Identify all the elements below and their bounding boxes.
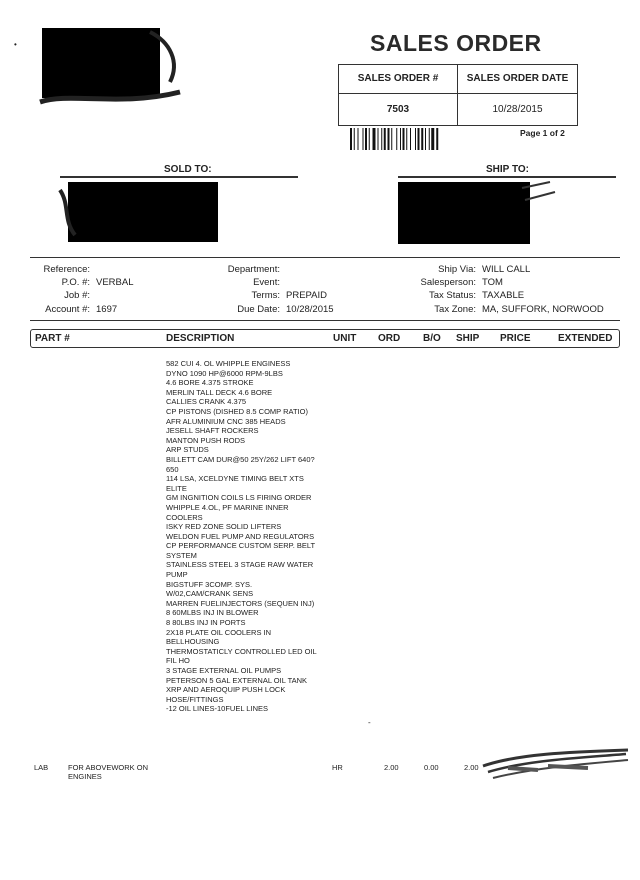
account-label: Account #: <box>45 304 90 315</box>
col-description: DESCRIPTION <box>166 333 235 344</box>
description-line: -12 OIL LINES-10FUEL LINES <box>166 704 268 714</box>
labor-bo: 0.00 <box>424 763 439 772</box>
info-bottom-rule <box>30 320 620 321</box>
description-line: 8 60MLBS INJ IN BLOWER <box>166 608 259 618</box>
terms-value: PREPAID <box>286 290 328 301</box>
col-ord: ORD <box>378 333 401 344</box>
description-line: BILLETT CAM DUR@50 25Y/262 LIFT 640? <box>166 454 315 464</box>
info-top-rule <box>30 257 620 258</box>
ship-to-rule <box>398 176 616 178</box>
barcode-bar <box>400 128 401 150</box>
barcode-bar <box>381 128 382 150</box>
salesperson-label: Salesperson: <box>420 277 476 288</box>
account-value: 1697 <box>96 304 118 315</box>
description-line: PUMP <box>166 570 188 580</box>
reference-label: Reference: <box>43 264 90 275</box>
sold-to-rule <box>60 176 298 178</box>
po-label: P.O. #: <box>61 277 90 288</box>
labor-part: LAB <box>34 763 49 772</box>
stray-dot: • <box>14 40 17 49</box>
labor-ship: 2.00 <box>464 763 479 772</box>
description-line: PETERSON 5 GAL EXTERNAL OIL TANK <box>166 675 308 685</box>
page-indicator: Page 1 of 2 <box>520 128 565 138</box>
barcode-bar <box>410 128 411 150</box>
barcode-bar <box>384 128 386 150</box>
barcode-bar <box>391 128 392 150</box>
job-label: Job #: <box>64 290 90 301</box>
description-line: ISKY RED ZONE SOLID LIFTERS <box>166 522 282 532</box>
tax-zone-label: Tax Zone: <box>434 304 476 315</box>
barcode-bar <box>369 128 370 150</box>
ship-via-label: Ship Via: <box>438 264 476 275</box>
barcode-bar <box>403 128 405 150</box>
description-line: AFR ALUMINIUM CNC 385 HEADS <box>166 416 286 426</box>
description-line: MANTON PUSH RODS <box>166 435 246 445</box>
barcode-bar <box>388 128 390 150</box>
sales-order-date: 10/28/2015 <box>492 104 543 115</box>
barcode-bar <box>373 128 376 150</box>
description-line: XRP AND AEROQUIP PUSH LOCK <box>166 685 286 695</box>
sales-order-number-label: SALES ORDER # <box>357 73 439 84</box>
terms-label: Terms: <box>251 290 280 301</box>
barcode-bar <box>431 128 434 150</box>
labor-desc-line2: ENGINES <box>68 772 102 781</box>
col-bo: B/O <box>423 333 441 344</box>
order-info-box <box>338 64 578 126</box>
description-line: JESELL SHAFT ROCKERS <box>166 426 259 436</box>
description-line: FIL HO <box>166 656 190 666</box>
barcode-bar <box>365 128 367 150</box>
description-line: ELITE <box>166 483 187 493</box>
description-line: GM INGNITION COILS LS FIRING ORDER <box>166 493 312 503</box>
description-line: WELDON FUEL PUMP AND REGULATORS <box>166 531 315 541</box>
description-line: W/02,CAM/CRANK SENS <box>166 589 254 599</box>
description-line: 2X18 PLATE OIL COOLERS IN <box>166 627 272 637</box>
barcode-bar <box>358 128 359 150</box>
barcode-bar <box>429 128 430 150</box>
barcode-bar <box>421 128 423 150</box>
description-line: DYNO 1090 HP@6000 RPM-9LBS <box>166 368 283 378</box>
description-line: 114 LSA, XCELDYNE TIMING BELT XTS <box>166 474 304 484</box>
labor-ord: 2.00 <box>384 763 399 772</box>
description-line: 650 <box>166 464 179 474</box>
document-title: SALES ORDER <box>370 30 542 56</box>
due-date-label: Due Date: <box>237 304 280 315</box>
sold-to-label: SOLD TO: <box>164 164 212 175</box>
due-date-value: 10/28/2015 <box>286 304 334 315</box>
col-ship: SHIP <box>456 333 480 344</box>
col-unit: UNIT <box>333 333 357 344</box>
description-line: HOSE/FITTINGS <box>166 694 224 704</box>
description-line: CALLIES CRANK 4.375 <box>166 397 247 407</box>
description-line: STAINLESS STEEL 3 STAGE RAW WATER <box>166 560 314 570</box>
barcode-bar <box>436 128 438 150</box>
description-line: 582 CUI 4. OL WHIPPLE ENGINESS <box>166 359 291 368</box>
labor-unit: HR <box>332 763 343 772</box>
sales-order-number: 7503 <box>386 104 410 115</box>
barcode-bar <box>354 128 355 150</box>
ship-to-scribble <box>520 180 560 225</box>
barcode-bar <box>418 128 420 150</box>
salesperson-value: TOM <box>482 277 503 288</box>
barcode-image <box>350 128 470 150</box>
sales-order-date-label: SALES ORDER DATE <box>466 73 569 84</box>
redacted-ship-to-address <box>398 182 530 244</box>
col-part: PART # <box>35 333 70 344</box>
barcode-bar <box>396 128 397 150</box>
description-line: 8 80LBS INJ IN PORTS <box>166 618 246 628</box>
tax-zone-value: MA, SUFFORK, NORWOOD <box>482 304 604 315</box>
description-line: SYSTEM <box>166 550 197 560</box>
description-line: MARREN FUELINJECTORS (SEQUEN INJ) <box>166 598 315 608</box>
description-line: BELLHOUSING <box>166 637 220 647</box>
items-table-header <box>30 329 620 348</box>
description-line: COOLERS <box>166 512 203 522</box>
redaction-scribble <box>30 22 190 112</box>
barcode-bar <box>350 128 352 150</box>
ship-to-label: SHIP TO: <box>486 164 529 175</box>
col-extended: EXTENDED <box>558 333 613 344</box>
description-line: 3 STAGE EXTERNAL OIL PUMPS <box>166 666 282 675</box>
description-line: 4.6 BORE 4.375 STROKE <box>166 378 254 388</box>
description-line: THERMOSTATICLY CONTROLLED LED OIL <box>166 646 317 656</box>
description-list <box>166 359 341 714</box>
tax-status-value: TAXABLE <box>482 290 525 301</box>
barcode-bar <box>406 128 407 150</box>
description-line: CP PISTONS (DISHED 8.5 COMP RATIO) <box>166 406 308 416</box>
barcode-bar <box>378 128 379 150</box>
barcode-bar <box>415 128 416 150</box>
department-label: Department: <box>227 264 280 275</box>
description-line: ARP STUDS <box>166 445 209 455</box>
po-value: VERBAL <box>96 277 134 288</box>
description-line: BIGSTUFF 3COMP. SYS. <box>166 579 253 589</box>
barcode-bar <box>425 128 426 150</box>
price-redaction-scribble <box>478 746 633 786</box>
description-line: CP PERFORMANCE CUSTOM SERP. BELT <box>166 541 316 551</box>
event-label: Event: <box>253 277 280 288</box>
tax-status-label: Tax Status: <box>429 290 476 301</box>
barcode-bar <box>363 128 364 150</box>
col-price: PRICE <box>500 333 531 344</box>
ship-via-value: WILL CALL <box>482 264 531 275</box>
stray-mark: - <box>368 718 371 727</box>
labor-desc-line1: FOR ABOVEWORK ON <box>68 763 149 772</box>
sold-to-scribble <box>55 180 95 240</box>
description-line: MERLIN TALL DECK 4.6 BORE <box>166 387 273 397</box>
description-line: WHIPPLE 4.OL, PF MARINE INNER <box>166 502 289 512</box>
